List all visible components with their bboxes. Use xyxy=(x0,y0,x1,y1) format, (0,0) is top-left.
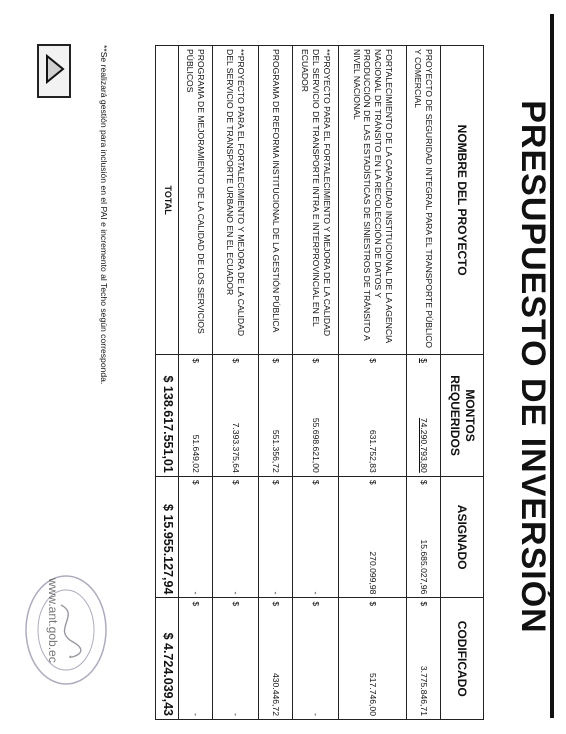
total-codified: $ 4.724.039,43 xyxy=(156,598,179,720)
assigned-amount: $ - xyxy=(213,476,259,598)
codified-amount: $ - xyxy=(293,598,339,720)
document-title: PRESUPUESTO DE INVERSIÓN xyxy=(514,100,552,634)
requested-amount: $ 74.290.793,80 xyxy=(407,355,441,477)
header-codified: CODIFICADO xyxy=(441,598,484,720)
table-row xyxy=(213,46,259,720)
stamp-website-text: www.ant.gob.ec xyxy=(46,578,60,663)
table-row xyxy=(259,46,293,720)
codified-amount: $ 3.775.846,71 xyxy=(407,598,441,720)
header-assigned: ASIGNADO xyxy=(441,476,484,598)
codified-amount: $ - xyxy=(213,598,259,720)
project-name: PROYECTO DE SEGURIDAD INTEGRAL PARA EL TRANSPORTE PÚBLICO Y COMERCIAL xyxy=(407,46,441,355)
table-row xyxy=(293,46,339,720)
table-header-row xyxy=(441,46,484,720)
assigned-amount: $ 15.685.027,96 xyxy=(407,476,441,598)
table-row xyxy=(179,46,213,720)
codified-amount: $ - xyxy=(179,598,213,720)
budget-table xyxy=(155,45,484,720)
total-requested: $ 138.617.551,01 xyxy=(156,355,179,477)
requested-amount: $ 551.356,72 xyxy=(259,355,293,477)
header-name: NOMBRE DEL PROYECTO xyxy=(441,46,484,355)
assigned-amount: $ 270.099,98 xyxy=(339,476,407,598)
assigned-amount: $ - xyxy=(259,476,293,598)
total-assigned: $ 15.955.127,94 xyxy=(156,476,179,598)
total-row xyxy=(156,46,179,720)
footnote: **Se realizará gestión para inclusión en el PAI e incremento al Techo según corresponda. xyxy=(99,45,109,385)
header-requested: MONTOS REQUERIDOS xyxy=(441,355,484,477)
total-label: TOTAL xyxy=(156,46,179,355)
project-name: PROGRAMA DE MEJORAMIENTO DE LA CALIDAD DE LOS SERVICIOS PÚBLICOS xyxy=(179,46,213,355)
official-seal-stamp xyxy=(21,570,111,690)
assigned-amount: $ - xyxy=(293,476,339,598)
table-row xyxy=(407,46,441,720)
project-name: **PROYECTO PARA EL FORTALECIMIENTO Y MEJORA DE LA CALIDAD DEL SERVICIO DE TRANSPORTE INTRA E INTERPROVINCIAL EN EL ECUADOR xyxy=(293,46,339,355)
requested-amount: $ 55.698.621,00 xyxy=(293,355,339,477)
project-name: FORTALECIMIENTO DE LA CAPACIDAD INSTITUCIONAL DE LA AGENCIA NACIONAL DE TRÁNSITO EN LA RECOLECCIÓN DE DATOS Y PRODUCCIÓN DE LAS ESTADÍSTICAS DE SINIESTROS DE TRÁNSITO A NIVEL NACIONAL xyxy=(339,46,407,355)
project-name: PROGRAMA DE REFORMA INSTITUCIONAL DE LA GESTIÓN PÚBLICA xyxy=(259,46,293,355)
codified-amount: $ 517.746,00 xyxy=(339,598,407,720)
project-name: **PROYECTO PARA EL FORTALECIMIENTO Y MEJORA DE LA CALIDAD DEL SERVICIO DE TRANSPORTE URBANO EN EL ECUADOR xyxy=(213,46,259,355)
requested-amount: $ 51.649,02 xyxy=(179,355,213,477)
codified-amount: $ 430.446,72 xyxy=(259,598,293,720)
assigned-amount: $ - xyxy=(179,476,213,598)
table-row xyxy=(339,46,407,720)
requested-amount: $ 7.393.375,64 xyxy=(213,355,259,477)
requested-amount: $ 631.752,83 xyxy=(339,355,407,477)
